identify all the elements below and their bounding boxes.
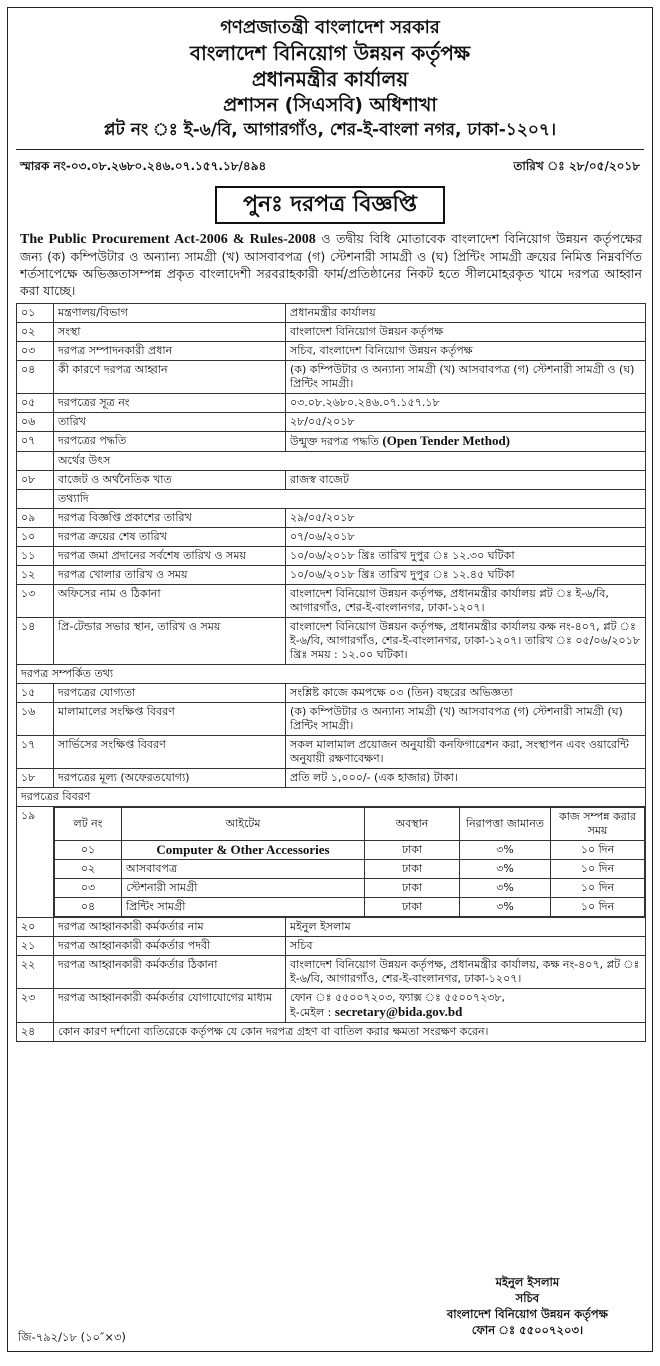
table-row: [17, 342, 646, 361]
table-row: [17, 566, 646, 585]
table-row: [17, 989, 646, 1023]
lot-row: [55, 841, 645, 860]
act-name: The Public Procurement Act-2006 & Rules-2008: [20, 232, 316, 247]
notice-title: পুনঃ দরপত্র বিজ্ঞপ্তি: [215, 186, 445, 224]
row-number: ২০: [17, 918, 54, 937]
row-label: দরপত্রের মূল্য (অফেরতযোগ্য): [54, 769, 286, 788]
table-row: [17, 703, 646, 736]
lot-item: প্রিন্টিং সামগ্রী: [122, 898, 365, 917]
row-number: ১৭: [17, 736, 54, 769]
lot-item: আসবাবপত্র: [122, 860, 365, 879]
row-number: ০৭: [17, 432, 54, 452]
row-label: প্রি-টেন্ডার সভার স্থান, তারিখ ও সময়: [54, 618, 286, 665]
lots-row: [17, 807, 646, 918]
intro-text: ও তদ্বীয় বিধি মোতাবেক বাংলাদেশ বিনিয়োগ উন্নয়ন কর্তৃপক্ষের জন্য (ক) কম্পিউটার ও অন্যান্য সামগ্রী (খ) আসবাবপত্র (গ) স্টেশনারী সামগ্রী ও (ঘ) প্রিন্টিং সামগ্রী ক্রয়ের নিমিত্ত নিম্নবর্ণিত শর্তসাপেক্ষে অভিজ্ঞতাসম্পন্ন প্রকৃত বাংলাদেশী সরবরাহকারী ফার্ম/প্রতিষ্ঠানের নিকট হতে সীলমোহরকৃত খামে দরপত্র আহ্বান করা যাচ্ছে।: [20, 231, 642, 298]
row-number: ১৩: [17, 585, 54, 618]
table-row: [17, 769, 646, 788]
header: [8, 16, 652, 143]
row-number: ০২: [17, 323, 54, 342]
header-location: অবস্থান: [365, 808, 460, 841]
lot-row: [55, 860, 645, 879]
table-row: [17, 918, 646, 937]
row-number: ০৩: [17, 342, 54, 361]
email-label: ই-মেইল :: [290, 1006, 335, 1019]
table-row: [17, 1023, 646, 1042]
row-label: দরপত্র আহ্বানকারী কর্মকর্তার ঠিকানা: [54, 956, 286, 989]
row-value: ০৭/০৬/২০১৮: [286, 528, 646, 547]
row-label: দরপত্র খোলার তারিখ ও সময়: [54, 566, 286, 585]
table-row: [17, 361, 646, 394]
contact-email-line: [290, 1005, 641, 1020]
row-value: বাংলাদেশ বিনিয়োগ উন্নয়ন কর্তৃপক্ষ, প্রধানমন্ত্রীর কার্যালয় কক্ষ নং-৪০৭, প্লট ঃ ই-৬/বি, আগারগাঁও, শের-ই-বাংলানগর, ঢাকা-১২০৭। তারিখ ঃ ০৫/০৬/২০১৮ খ্রিঃ সময় : ১২.০০ ঘটিকা।: [286, 618, 646, 665]
row-label: দরপত্রের যোগ্যতা: [54, 684, 286, 703]
row-value: বাংলাদেশ বিনিয়োগ উন্নয়ন কর্তৃপক্ষ, প্রধানমন্ত্রীর কার্যালয় প্লট ঃ ই-৬/বি, আগারগাঁও, শের-ই-বাংলানগর, ঢাকা-১২০৭।: [286, 585, 646, 618]
table-row: [17, 323, 646, 342]
row-label: দরপত্র আহ্বানকারী কর্মকর্তার পদবী: [54, 937, 286, 956]
row-value: [286, 432, 646, 452]
row-value: প্রতি লট ১,০০০/- (এক হাজার) টাকা।: [286, 769, 646, 788]
row-label: দরপত্র বিজ্ঞপ্তি প্রকাশের তারিখ: [54, 509, 286, 528]
signer-name: মইনুল ইসলাম: [495, 1275, 560, 1289]
row-number: ১৬: [17, 703, 54, 736]
footer-code: জি-৭৯২/১৮ (১০″×৩): [18, 1330, 126, 1344]
signer-phone: ফোন ঃ ৫৫০০৭২০৩।: [471, 1323, 584, 1337]
row-number: ১০: [17, 528, 54, 547]
lot-time: ১০ দিন: [551, 841, 645, 860]
row-value: ১০/০৬/২০১৮ খ্রিঃ তারিখ দুপুর ঃ ১২.৪৫ ঘটিকা: [286, 566, 646, 585]
table-row: [17, 394, 646, 413]
header-time: কাজ সম্পন্ন করার সময়: [551, 808, 645, 841]
row-label: দরপত্র জমা প্রদানের সর্বশেষ তারিখ ও সময়: [54, 547, 286, 566]
row-number: ১৪: [17, 618, 54, 665]
row-label: মালামালের সংক্ষিপ্ত বিবরণ: [54, 703, 286, 736]
row-label: তারিখ: [54, 413, 286, 432]
row-number: ১৫: [17, 684, 54, 703]
row-value: সংশ্লিষ্ট কাজে কমপক্ষে ০৩ (তিন) বছরের অভিজ্ঞতা: [286, 684, 646, 703]
intro-paragraph: [8, 224, 652, 303]
row-value: বাংলাদেশ বিনিয়োগ উন্নয়ন কর্তৃপক্ষ: [286, 323, 646, 342]
table-row: [17, 413, 646, 432]
section-row: [17, 452, 646, 471]
row-value: সকল মালামাল প্রয়োজন অনুযায়ী কনফিগারেশন করা, সংস্থাপন এবং ওয়ারেন্টি অনুযায়ী রক্ষণাবেক্ষণ।: [286, 736, 646, 769]
row-label: দরপত্রের পদ্ধতি: [54, 432, 286, 452]
row-label: অফিসের নাম ও ঠিকানা: [54, 585, 286, 618]
lot-time: ১০ দিন: [551, 898, 645, 917]
lot-location: ঢাকা: [365, 879, 460, 898]
row-value: সচিব, বাংলাদেশ বিনিয়োগ উন্নয়ন কর্তৃপক্ষ: [286, 342, 646, 361]
row-number: ২৩: [17, 989, 54, 1023]
lot-security: ৩%: [460, 841, 551, 860]
row-label: বাজেট ও অর্থনৈতিক খাত: [54, 471, 286, 490]
lot-row: [55, 898, 645, 917]
govt-title: গণপ্রজাতন্ত্রী বাংলাদেশ সরকার: [220, 17, 440, 38]
lot-number: ০১: [55, 841, 122, 860]
lot-time: ১০ দিন: [551, 860, 645, 879]
table-row: [17, 585, 646, 618]
row-value: মইনুল ইসলাম: [286, 918, 646, 937]
row-label: দরপত্র আহ্বানকারী কর্মকর্তার যোগাযোগের মাধ্যম: [54, 989, 286, 1023]
lot-security: ৩%: [460, 860, 551, 879]
row-value: বাংলাদেশ বিনিয়োগ উন্নয়ন কর্তৃপক্ষ, প্রধানমন্ত্রীর কার্যালয়, কক্ষ নং-৪০৭, প্লট ঃ ই-৬/বি, আগারগাঁও, শের-ই-বাংলানগর, ঢাকা-১২০৭।: [286, 956, 646, 989]
lot-row: [55, 879, 645, 898]
table-row: [17, 937, 646, 956]
row-label: দরপত্র আহ্বানকারী কর্মকর্তার নাম: [54, 918, 286, 937]
lot-location: ঢাকা: [365, 898, 460, 917]
tender-notice: [7, 7, 653, 1352]
table-row: [17, 528, 646, 547]
row-value: রাজস্ব বাজেট: [286, 471, 646, 490]
lot-location: ঢাকা: [365, 860, 460, 879]
row-number: ১২: [17, 566, 54, 585]
section-row: [17, 490, 646, 509]
signer-org: বাংলাদেশ বিনিয়োগ উন্নয়ন কর্তৃপক্ষ: [446, 1307, 608, 1321]
row-value: (ক) কম্পিউটার ও অন্যান্য সামগ্রী (খ) আসবাবপত্র (গ) স্টেশনারী সামগ্রী ও (ঘ) প্রিন্টিং সামগ্রী।: [286, 361, 646, 394]
lot-location: ঢাকা: [365, 841, 460, 860]
table-row: [17, 304, 646, 323]
lot-time: ১০ দিন: [551, 879, 645, 898]
header-security: নিরাপত্তা জামানত: [460, 808, 551, 841]
section-row: [17, 665, 646, 684]
row-label: মন্ত্রণালয়/বিভাগ: [54, 304, 286, 323]
table-row: [17, 432, 646, 452]
org-title: বাংলাদেশ বিনিয়োগ উন্নয়ন কর্তৃপক্ষ: [189, 41, 471, 65]
section-row: [17, 788, 646, 807]
row-number: ২৪: [17, 1023, 54, 1042]
lot-security: ৩%: [460, 898, 551, 917]
memo-ref: স্মারক নং-০৩.০৮.২৬৮০.২৪৬.০৭.১৫৭.১৮/৪৯৪: [20, 159, 267, 173]
lots-table: [54, 807, 645, 917]
memo-date: তারিখ ঃ ২৮/০৫/২০১৮: [513, 159, 640, 173]
table-row: [17, 509, 646, 528]
row-label: সার্ভিসের সংক্ষিপ্ত বিবরণ: [54, 736, 286, 769]
row-number: ২১: [17, 937, 54, 956]
table-row: [17, 684, 646, 703]
empty-cell: [17, 452, 54, 471]
row-value: ১০/০৬/২০১৮ খ্রিঃ তারিখ দুপুর ঃ ১২.৩০ ঘটিকা: [286, 547, 646, 566]
row-number: ০৬: [17, 413, 54, 432]
lot-security: ৩%: [460, 879, 551, 898]
row-label: সংস্থা: [54, 323, 286, 342]
row-number: ০৪: [17, 361, 54, 394]
row-number: ১১: [17, 547, 54, 566]
tender-table: [16, 303, 646, 1042]
section-desc: দরপত্রের বিবরণ: [17, 788, 646, 807]
table-row: [17, 618, 646, 665]
table-row: [17, 547, 646, 566]
row-number: ১৮: [17, 769, 54, 788]
row-value: ২৯/০৫/২০১৮: [286, 509, 646, 528]
row-number: ০৮: [17, 471, 54, 490]
signature-block: [447, 1274, 608, 1338]
row-label: দরপত্র সম্পাদনকারী প্রধান: [54, 342, 286, 361]
row-value: সচিব: [286, 937, 646, 956]
row-number: ২২: [17, 956, 54, 989]
row-value: ০৩.০৮.২৬৮০.২৪৬.০৭.১৫৭.১৮: [286, 394, 646, 413]
lot-number: ০২: [55, 860, 122, 879]
section-info: তথ্যাদি: [54, 490, 646, 509]
row-label: দরপত্রের সূত্র নং: [54, 394, 286, 413]
row-number: ০৫: [17, 394, 54, 413]
lot-item: Computer & Other Accessories: [122, 841, 365, 860]
branch-title: প্রশাসন (সিএসবি) অধিশাখা: [223, 94, 437, 116]
method-en: (Open Tender Method): [382, 433, 510, 448]
contact-email[interactable]: secretary@bida.gov.bd: [334, 1004, 463, 1019]
address: প্লট নং ঃ ই-৬/বি, আগারগাঁও, শের-ই-বাংলা নগর, ঢাকা-১২০৭।: [103, 120, 557, 140]
title-wrap: [8, 186, 652, 224]
row-value: [286, 989, 646, 1023]
row-number: ০৯: [17, 509, 54, 528]
row-number: ০১: [17, 304, 54, 323]
contact-phone: ফোন ঃ ৫৫০০৭২০৩, ফ্যাক্স ঃ ৫৫০০৭২৩৮,: [290, 991, 506, 1004]
row-value: (ক) কম্পিউটার ও অন্যান্য সামগ্রী (খ) আসবাবপত্র (গ) স্টেশনারী সামগ্রী (ঘ) প্রিন্টিং সামগ্রী।: [286, 703, 646, 736]
header-item: আইটেম: [122, 808, 365, 841]
table-row: [17, 736, 646, 769]
row-value: প্রধানমন্ত্রীর কার্যালয়: [286, 304, 646, 323]
empty-cell: [17, 490, 54, 509]
lot-item: স্টেশনারী সামগ্রী: [122, 879, 365, 898]
signer-designation: সচিব: [515, 1291, 540, 1305]
table-row: [17, 956, 646, 989]
row-label: দরপত্র ক্রয়ের শেষ তারিখ: [54, 528, 286, 547]
lot-number: ০৪: [55, 898, 122, 917]
lots-cell: [54, 807, 646, 918]
lot-number: ০৩: [55, 879, 122, 898]
memo-row: [8, 150, 652, 178]
method-bn: উন্মুক্ত দরপত্র পদ্ধতি: [290, 435, 383, 448]
section-tender: দরপত্র সম্পর্কিত তথ্য: [17, 665, 646, 684]
table-row: [17, 471, 646, 490]
office-title: প্রধানমন্ত্রীর কার্যালয়: [251, 67, 409, 91]
row-number: ১৯: [17, 807, 54, 918]
row-label: কী কারণে দরপত্র আহ্বান: [54, 361, 286, 394]
section-fund: অর্থের উৎস: [54, 452, 646, 471]
row-value: ২৮/০৫/২০১৮: [286, 413, 646, 432]
row-value: কোন কারণ দর্শানো ব্যতিরেকে কর্তৃপক্ষ যে কোন দরপত্র গ্রহণ বা বাতিল করার ক্ষমতা সংরক্ষণ করেন।: [54, 1023, 646, 1042]
header-lot: লট নং: [55, 808, 122, 841]
lots-header: [55, 808, 645, 841]
